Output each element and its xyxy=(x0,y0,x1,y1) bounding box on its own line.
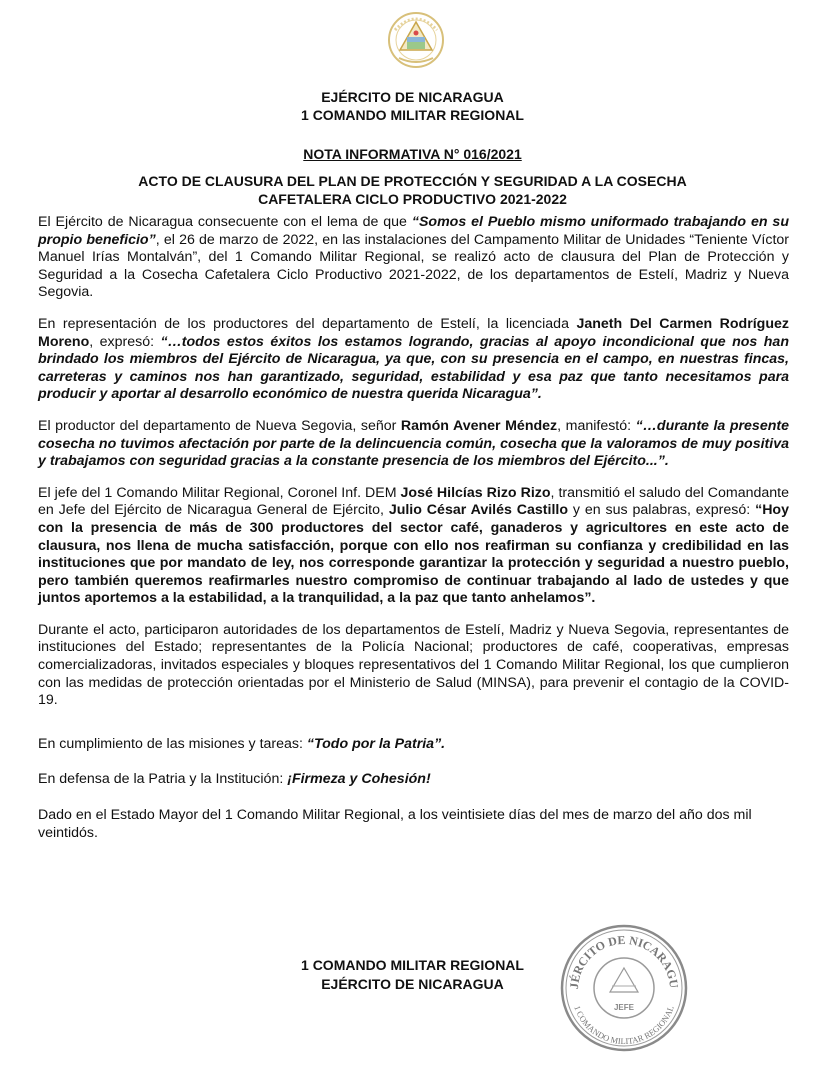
signature-line-1: 1 COMANDO MILITAR REGIONAL xyxy=(301,957,524,973)
paragraph-8: Dado en el Estado Mayor del 1 Comando Militar Regional, a los veintisiete días del mes de marzo del año dos mil veintidós. xyxy=(38,807,752,841)
nota-number: NOTA INFORMATIVA N° 016/2021 xyxy=(303,146,522,162)
document-header xyxy=(0,88,825,124)
commander-name: Julio César Avilés Castillo xyxy=(388,502,569,519)
stamp-bottom-text: 1 COMANDO MILITAR REGIONAL xyxy=(572,1004,676,1047)
p2-text: En representación de los productores del departamento de Estelí, la licenciada xyxy=(38,315,577,332)
paragraph-4 xyxy=(38,485,789,608)
p3-quote: “…durante la presente cosecha no tuvimos afectación por parte de la delincuencia común, cosecha que la valoramos de muy positiva y trabajamos con seguridad gracias a la constante presencia de los miembros del Ejército...”. xyxy=(38,417,789,470)
signature-line-2: EJÉRCITO DE NICARAGUA xyxy=(321,976,504,992)
p4-text: El jefe del 1 Comando Militar Regional, Coronel Inf. DEM xyxy=(38,484,401,501)
title-line-2: CAFETALERA CICLO PRODUCTIVO 2021-2022 xyxy=(258,191,567,207)
speaker-name: José Hilcías Rizo Rizo xyxy=(400,484,551,501)
document-title xyxy=(0,172,825,208)
header-institution: EJÉRCITO DE NICARAGUA xyxy=(321,89,504,105)
p4-quote: “Hoy con la presencia de más de 300 productores del sector café, ganaderos y agricultores en este acto de clausura, nos llena de mucha satisfacción, porque con ello nos reafirman su confianza y credibilidad en las instituciones que por mandato de ley, nos corresponde garantizar la protección y seguridad a nuestro pueblo, pero también queremos reafirmarles nuestro compromiso de continuar trabajando al lado de ustedes y que juntos aportemos a la estabilidad, a la tranquilidad, a la paz que tanto anhelamos”. xyxy=(38,502,789,607)
p4-text-mid: , transmitió el saludo del Comandante en Jefe del Ejército de Nicaragua General de Ejército, xyxy=(38,484,789,519)
stamp-center-text: JEFE xyxy=(613,1003,635,1012)
official-stamp-icon xyxy=(556,920,691,1055)
paragraph-3 xyxy=(38,418,789,471)
paragraph-2 xyxy=(38,316,789,404)
p1-text-rest: , el 26 de marzo de 2022, en las instalaciones del Campamento Militar de Unidades “Teniente Víctor Manuel Irías Montalván”, del 1 Comando Militar Regional, se realizó acto de clausura del Plan de Protección y Seguridad a la Cosecha Cafetalera Ciclo Productivo 2021-2022, de los departamentos de Estelí, Madriz y Nueva Segovia. xyxy=(38,231,790,301)
paragraph-6 xyxy=(38,736,789,754)
p2-text-mid: , expresó: xyxy=(89,333,161,350)
p6-text: En cumplimiento de las misiones y tareas: xyxy=(38,735,307,752)
motto-quote: “Somos el Pueblo mismo uniformado trabajando en su propio beneficio” xyxy=(38,214,789,248)
p3-text-mid: , manifestó: xyxy=(557,417,636,434)
p4-text-mid-2: y en sus palabras, expresó: xyxy=(568,502,756,519)
signature-block xyxy=(250,956,575,994)
slogan-2: ¡Firmeza y Cohesión! xyxy=(287,771,431,788)
p3-text: El productor del departamento de Nueva Segovia, señor xyxy=(38,417,401,434)
paragraph-5: Durante el acto, participaron autoridades de los departamentos de Estelí, Madriz y Nueva Segovia, representantes de instituciones del Estado; representantes de la Policía Nacional; productores de café, cooperativas, empresas comercializadoras, invitados especiales y bloques representativos del 1 Comando Militar Regional, los que cumplieron con las medidas de protección orientadas por el Ministerio de Salud (MINSA), para prevenir el contagio de la COVID-19. xyxy=(38,621,789,709)
document-body xyxy=(38,214,789,856)
header-command: 1 COMANDO MILITAR REGIONAL xyxy=(301,107,524,123)
p2-quote: “…todos estos éxitos los estamos logrando, gracias al apoyo incondicional que nos han brindado los miembros del Ejército de Nicaragua, ya que, con su presencia en el campo, en nuestras fincas, carreteras y caminos nos han garantizado, seguridad, estabilidad y esa paz que tanto necesitamos para producir y aportar al desarrollo económico de nuestra querida Nicaragua”. xyxy=(38,333,789,403)
p7-text: En defensa de la Patria y la Institución: xyxy=(38,771,288,788)
p1-text: El Ejército de Nicaragua consecuente con el lema de que xyxy=(38,214,412,230)
paragraph-1 xyxy=(38,214,789,302)
speaker-name: Ramón Avener Méndez xyxy=(400,417,558,434)
paragraph-7 xyxy=(38,771,789,789)
stamp-top-text: JÉRCITO DE NICARAGU xyxy=(566,932,682,990)
speaker-name: Janeth Del Carmen Rodríguez Moreno xyxy=(38,315,789,350)
nicaragua-seal-icon xyxy=(385,6,447,78)
title-line-1: ACTO DE CLAUSURA DEL PLAN DE PROTECCIÓN Y SEGURIDAD A LA COSECHA xyxy=(138,173,687,189)
slogan-1: “Todo por la Patria”. xyxy=(306,735,446,752)
